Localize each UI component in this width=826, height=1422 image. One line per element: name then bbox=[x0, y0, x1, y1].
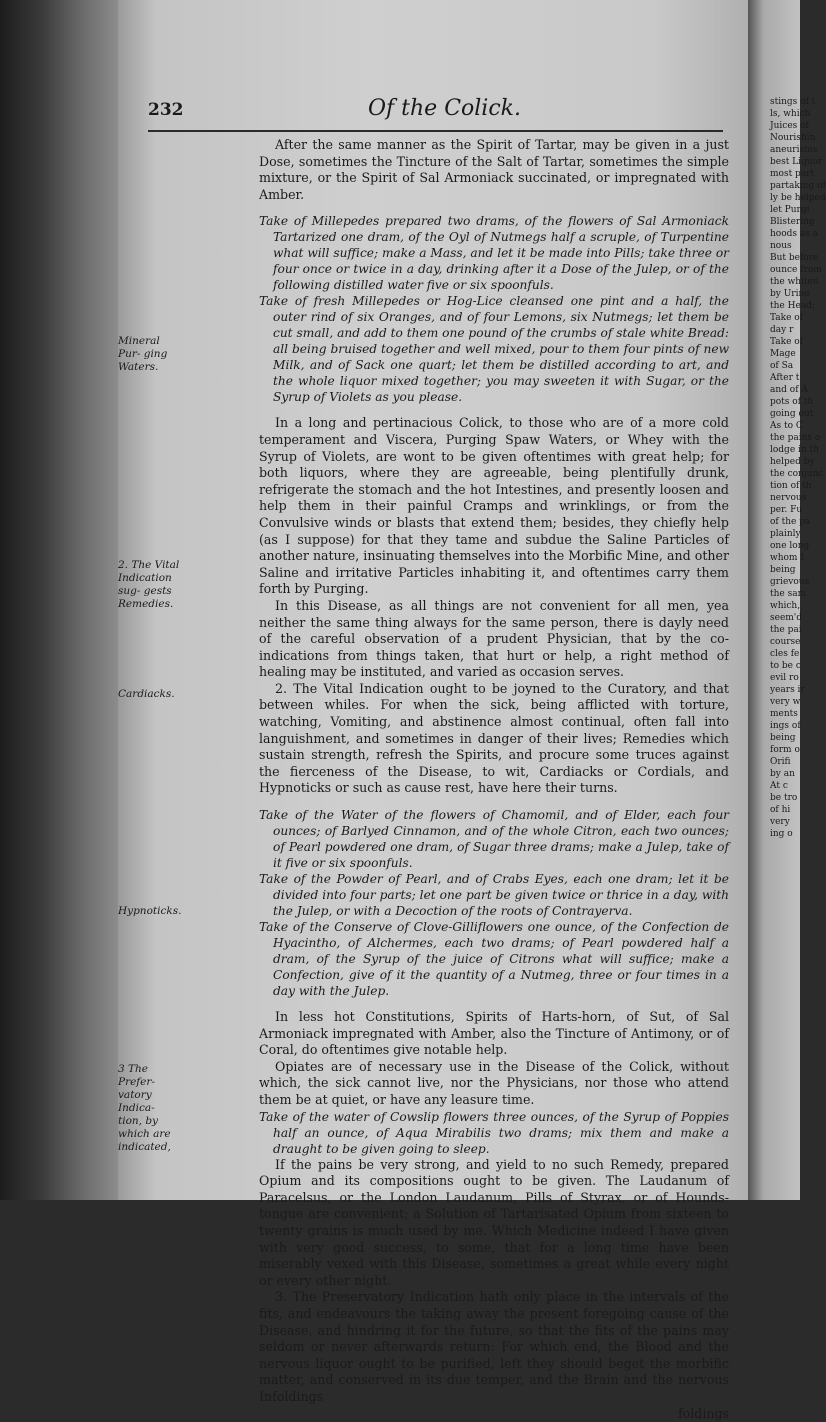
margin-note: Cardiacks. bbox=[118, 688, 180, 701]
paragraph: In this Disease, as all things are not convenient for all men, yea neither the same thing always for the same person, there is dayly need of the careful observation of a prudent Physician, that by the co-indications from things taken, that hurt or help, a right method of healing may be instituted, and varied as occasion serves. bbox=[259, 598, 729, 681]
facing-page-line: per. Fu bbox=[748, 504, 800, 516]
facing-page-line: going out bbox=[748, 408, 800, 420]
facing-page-line: let Purgi bbox=[748, 204, 800, 216]
facing-page-line: ing o bbox=[748, 828, 800, 840]
facing-page-line: be tro bbox=[748, 792, 800, 804]
catchword: foldings bbox=[259, 1406, 729, 1422]
facing-page-line: Mage bbox=[748, 348, 800, 360]
facing-page-line: plainly bbox=[748, 528, 800, 540]
facing-page-line: which, bbox=[748, 600, 800, 612]
facing-page-line: tion of th bbox=[748, 480, 800, 492]
facing-page-line: the pai bbox=[748, 624, 800, 636]
facing-page-line: form o bbox=[748, 744, 800, 756]
facing-page-line: Take of bbox=[748, 312, 800, 324]
paragraph: 2. The Vital Indication ought to be joyned to the Curatory, and that between whiles. For when the sick, being afflicted with torture, watching, Vomiting, and abstinence almost continual, often fall into languishment, and sometimes in danger of their lives; Remedies which sustain strength, refresh the Spirits, and procure some truces against the fierceness of the Disease, to wit, Cardiacks or Cordials, and Hypnoticks or such as cause rest, have here their turns. bbox=[259, 681, 729, 797]
facing-page-line: Orifi bbox=[748, 756, 800, 768]
header-rule bbox=[148, 130, 723, 132]
facing-page-line: the whiten bbox=[748, 276, 800, 288]
facing-page-line: Nourishin bbox=[748, 132, 800, 144]
facing-page-line: aneurisms bbox=[748, 144, 800, 156]
running-title: Of the Colick. bbox=[368, 96, 521, 121]
facing-page-line: by an bbox=[748, 768, 800, 780]
facing-page-line: day r bbox=[748, 324, 800, 336]
facing-page-line: hoods as a bbox=[748, 228, 800, 240]
facing-page-line: being bbox=[748, 564, 800, 576]
facing-page-line: the sam bbox=[748, 588, 800, 600]
paragraph: Opiates are of necessary use in the Disease of the Colick, without which, the sick cannot live, nor the Physicians, nor those who attend them be at quiet, or have any leasure time. bbox=[259, 1059, 729, 1109]
facing-page-line: ounce from bbox=[748, 264, 800, 276]
body-text bbox=[259, 137, 729, 1422]
facing-page-line: years ir bbox=[748, 684, 800, 696]
facing-page-line: being bbox=[748, 732, 800, 744]
margin-note: 2. The Vital Indication sug- gests Remedies. bbox=[118, 559, 180, 611]
facing-page-line: lodge in th bbox=[748, 444, 800, 456]
facing-page-edge bbox=[748, 0, 800, 1200]
paragraph: In a long and pertinacious Colick, to those who are of a more cold temperament and Viscera, Purging Spaw Waters, or Whey with the Syrup of Violets, are wont to be given oftentimes with great help; for both liquors, where they are agreeable, being plentifully drunk, refrigerate the stomach and the hot Intestines, and presently loosen and help them in their painful Cramps and wrinklings, or from the Convulsive winds or blasts that extend them; besides, they chiefly help (as I suppose) for that they tame and subdue the Saline Particles of another nature, insinuating themselves into the Morbific Mine, and other Saline and irritative Particles inhabiting it, and oftentimes carry them forth by Purging. bbox=[259, 415, 729, 598]
recipe-paragraph: Take of the Conserve of Clove-Gilliflowers one ounce, of the Confection de Hyacintho, of Alchermes, each two drams; of Pearl powdered half a dram, of the Syrup of the juice of Citrons what will suffice; make a Confection, give of it the quantity of a Nutmeg, three or four times in a day with the Julep. bbox=[259, 919, 729, 999]
facing-page-line: helped by bbox=[748, 456, 800, 468]
facing-page-line: ls, which bbox=[748, 108, 800, 120]
facing-page-line: very w bbox=[748, 696, 800, 708]
facing-page-line: At c bbox=[748, 780, 800, 792]
facing-page-line: nervous bbox=[748, 492, 800, 504]
facing-page-line: Take of bbox=[748, 336, 800, 348]
facing-page-line: After t bbox=[748, 372, 800, 384]
facing-page-line: But before bbox=[748, 252, 800, 264]
facing-page-line: the Head; bbox=[748, 300, 800, 312]
facing-page-line: the pains o bbox=[748, 432, 800, 444]
facing-page-line: one long bbox=[748, 540, 800, 552]
recipe-paragraph: Take of the water of Cowslip flowers three ounces, of the Syrup of Poppies half an ounce, of Aqua Mirabilis two drams; mix them and make a draught to be given going to sleep. bbox=[259, 1109, 729, 1157]
facing-page-text bbox=[748, 0, 800, 840]
paragraph: If the pains be very strong, and yield to no such Remedy, prepared Opium and its compositions ought to be given. The Laudanum of Paracelsus, or the London Laudanum, Pills of Styrax, or of Hounds-tongue are convenient; a Solution of Tartarisated Opium from sixteen to twenty grains is much used by me. Which Medicine indeed I have given with very good success, to some, that for a long time have been miserably vexed with this Disease, sometimes a great while every night or every other night. bbox=[259, 1157, 729, 1290]
paragraph: 3. The Preservatory Indication hath only place in the intervals of the fits, and endeavours the taking away the present foregoing cause of the Disease, and hindring it for the future, so that the fits of the pains may seldom or never afterwards return: For which end, the Blood and the nervous liquor ought to be purified, left they should beget the morbific matter, and conserved in its due temper, and the Brain and the nervous Infoldings bbox=[259, 1289, 729, 1405]
facing-page-line: partaking of bbox=[748, 180, 800, 192]
facing-page-line: pots of th bbox=[748, 396, 800, 408]
facing-page-line: and of A bbox=[748, 384, 800, 396]
facing-page-line: stings of t bbox=[748, 96, 800, 108]
facing-page-line: evil ro bbox=[748, 672, 800, 684]
margin-note: Hypnoticks. bbox=[118, 905, 180, 918]
facing-page-line: of hi bbox=[748, 804, 800, 816]
facing-page-line: of Sa bbox=[748, 360, 800, 372]
facing-page-line: of the pa bbox=[748, 516, 800, 528]
book-page bbox=[118, 0, 748, 1200]
page-number: 232 bbox=[148, 100, 184, 120]
paragraph: In less hot Constitutions, Spirits of Harts-horn, of Sut, of Sal Armoniack impregnated with Amber, also the Tincture of Antimony, or of Coral, do oftentimes give notable help. bbox=[259, 1009, 729, 1059]
recipe-paragraph: Take of the Water of the flowers of Chamomil, and of Elder, each four ounces; of Barlyed Cinnamon, and of the whole Citron, each two ounces; of Pearl powdered one dram, of Sugar three drams; make a Julep, take of it five or six spoonfuls. bbox=[259, 807, 729, 871]
facing-page-line: grievous bbox=[748, 576, 800, 588]
facing-page-line: best Liquor bbox=[748, 156, 800, 168]
facing-page-line: Blistering bbox=[748, 216, 800, 228]
facing-page-line: the conjunc bbox=[748, 468, 800, 480]
facing-page-line: ments bbox=[748, 708, 800, 720]
facing-page-line: Juices of bbox=[748, 120, 800, 132]
facing-page-line: cles fe bbox=[748, 648, 800, 660]
book-spine-shadow bbox=[0, 0, 118, 1200]
facing-page-line: nous bbox=[748, 240, 800, 252]
recipe-paragraph: Take of the Powder of Pearl, and of Crabs Eyes, each one dram; let it be divided into four parts; let one part be given twice or thrice in a day, with the Julep, or with a Decoction of the roots of Contrayerva. bbox=[259, 871, 729, 919]
facing-page-line: ings of bbox=[748, 720, 800, 732]
paragraph: After the same manner as the Spirit of Tartar, may be given in a just Dose, sometimes the Tincture of the Salt of Tartar, sometimes the simple mixture, or the Spirit of Sal Armoniack succinated, or impregnated with Amber. bbox=[259, 137, 729, 203]
margin-note: Mineral Pur- ging Waters. bbox=[118, 335, 180, 374]
facing-page-line: As to C bbox=[748, 420, 800, 432]
margin-note: 3 The Prefer- vatory Indica- tion, by which are indicated, bbox=[118, 1063, 180, 1154]
facing-page-line: whom I bbox=[748, 552, 800, 564]
recipe-paragraph: Take of Millepedes prepared two drams, of the flowers of Sal Armoniack Tartarized one dram, of the Oyl of Nutmegs half a scruple, of Turpentine what will suffice; make a Mass, and let it be made into Pills; take three or four once or twice in a day, drinking after it a Dose of the Julep, or of the following distilled water five or six spoonfuls. bbox=[259, 213, 729, 293]
facing-page-line: ly be helped bbox=[748, 192, 800, 204]
page-header bbox=[148, 100, 728, 134]
facing-page-line: course bbox=[748, 636, 800, 648]
facing-page-line: very bbox=[748, 816, 800, 828]
facing-page-line: most part bbox=[748, 168, 800, 180]
facing-page-line: to be c bbox=[748, 660, 800, 672]
facing-page-line: seem'd bbox=[748, 612, 800, 624]
facing-page-line: by Urine bbox=[748, 288, 800, 300]
recipe-paragraph: Take of fresh Millepedes or Hog-Lice cleansed one pint and a half, the outer rind of six Oranges, and of four Lemons, six Nutmegs; let them be cut small, and add to them one pound of the crumbs of stale white Bread: all being bruised together and well mixed, pour to them four pints of new Milk, and of Sack one quart; let them be distilled according to art, and the whole liquor mixed together; you may sweeten it with Sugar, or the Syrup of Violets as you please. bbox=[259, 293, 729, 405]
